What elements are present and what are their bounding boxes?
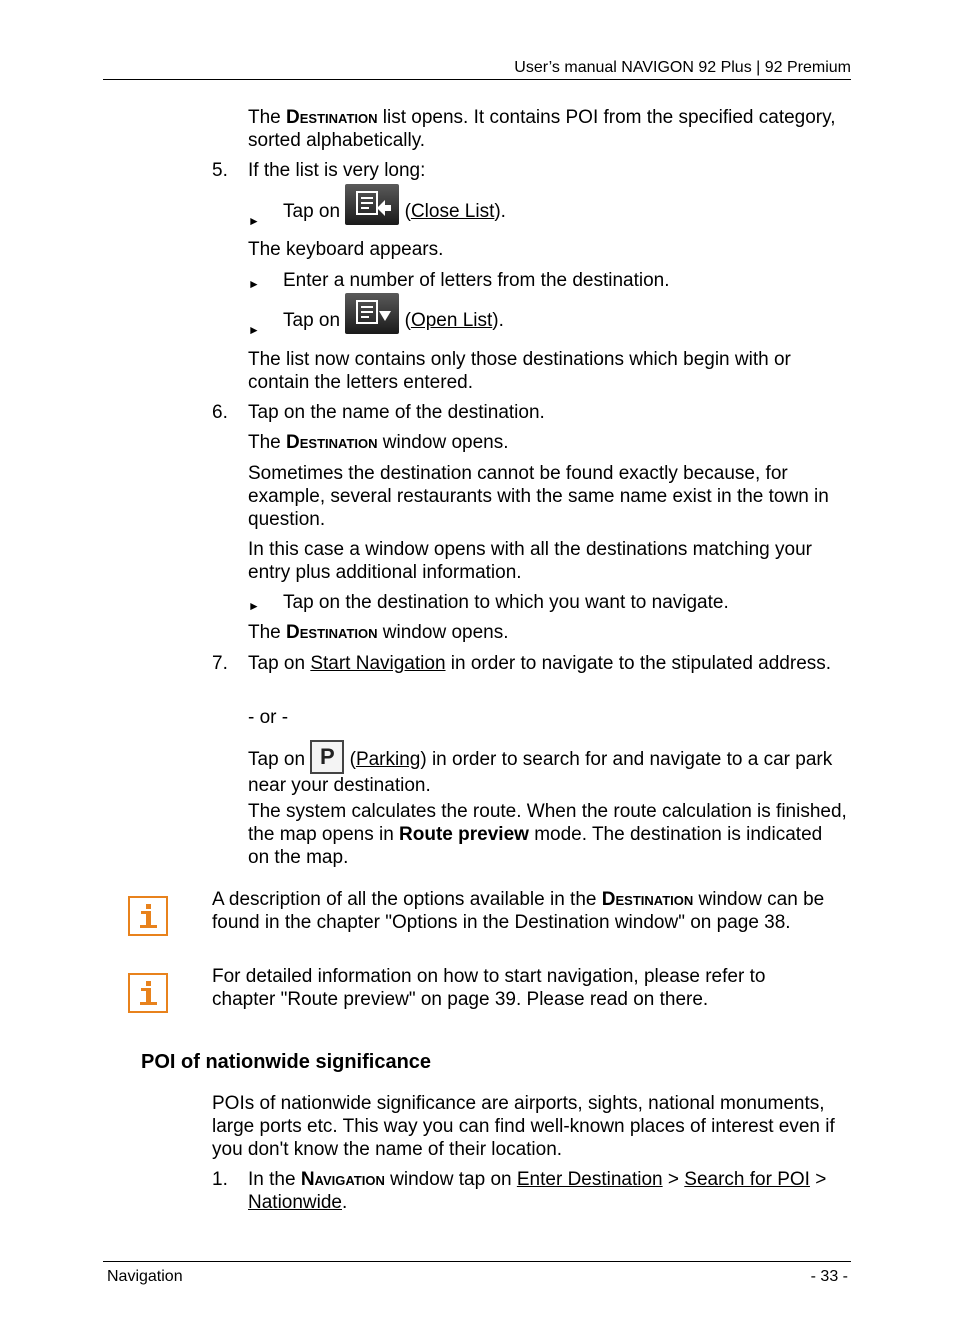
step-number-6: 6.	[212, 402, 228, 423]
sometimes-text: Sometimes the destination cannot be found exactly because, for example, several restaurants with the same name exist in the town in question.	[248, 463, 829, 530]
page-number: - 33 -	[810, 1268, 848, 1285]
close-list-link[interactable]: Close List	[410, 201, 495, 222]
triangle-bullet-icon: ►	[248, 599, 260, 613]
tap-destination-text: Tap on the destination to which you want to navigate.	[283, 592, 729, 613]
in-this-case-text: In this case a window opens with all the destinations matching your entry plus additional information.	[248, 539, 812, 583]
triangle-bullet-icon: ►	[248, 214, 260, 228]
route-calculation-text: The system calculates the route. When the route calculation is finished, the map opens in Route preview mode. The destination is indicated on the map.	[248, 801, 847, 868]
parking-link[interactable]: Parking	[355, 749, 421, 771]
step-5-text: If the list is very long:	[248, 160, 426, 181]
section-intro: POIs of nationwide significance are airports, sights, national monuments, large ports etc. This way you can find well-known places of interest even if you don't know the name of their location.	[212, 1093, 835, 1160]
section-step-number-1: 1.	[212, 1169, 228, 1190]
nationwide-link[interactable]: Nationwide	[248, 1192, 342, 1213]
running-header: User’s manual NAVIGON 92 Plus | 92 Premium	[514, 59, 851, 76]
enter-letters-text: Enter a number of letters from the destination.	[283, 270, 670, 291]
list-contains-text: The list now contains only those destinations which begin with or contain the letters entered.	[248, 349, 791, 393]
destination-window-opens-2: The Destination window opens.	[248, 622, 509, 643]
section-step-1-text: In the Navigation window tap on Enter Destination > Search for POI > Nationwide.	[248, 1169, 827, 1213]
info-icon	[128, 896, 168, 936]
step-number-7: 7.	[212, 653, 228, 674]
info-icon	[128, 973, 168, 1013]
instruction-open-list: Tap on (Open List).	[283, 300, 504, 341]
footer-section: Navigation	[107, 1268, 183, 1285]
open-list-link[interactable]: Open List	[410, 310, 493, 331]
step-6-text: Tap on the name of the destination.	[248, 402, 545, 423]
search-for-poi-link[interactable]: Search for POI	[684, 1169, 810, 1190]
header-rule	[103, 79, 851, 80]
open-list-icon[interactable]	[345, 293, 399, 334]
start-navigation-link[interactable]: Start Navigation	[310, 653, 446, 674]
paragraph-destination-list: The Destination list opens. It contains POI from the specified category, sorted alphabetically.	[248, 107, 836, 151]
info-note-2: For detailed information on how to start navigation, please refer to chapter "Route preview" on page 39. Please read on there.	[212, 966, 766, 1010]
footer-rule	[103, 1261, 851, 1262]
or-separator: - or -	[248, 707, 289, 728]
enter-destination-link[interactable]: Enter Destination	[516, 1169, 663, 1190]
section-heading: POI of nationwide significance	[141, 1051, 432, 1073]
step-number-5: 5.	[212, 160, 228, 181]
triangle-bullet-icon: ►	[248, 277, 260, 291]
instruction-close-list: Tap on (Close List).	[283, 191, 506, 232]
close-list-icon[interactable]	[345, 184, 399, 225]
destination-window-opens: The Destination window opens.	[248, 432, 509, 453]
parking-icon[interactable]: P	[310, 740, 344, 774]
triangle-bullet-icon: ►	[248, 323, 260, 337]
step-7-text: Tap on Start Navigation in order to navigate to the stipulated address.	[248, 653, 832, 674]
info-note-1: A description of all the options available in the Destination window can be found in the chapter "Options in the Destination window" on page 38.	[212, 889, 825, 933]
parking-instruction: Tap on P (Parking) in order to search for and navigate to a car park near your destination.	[248, 746, 848, 797]
keyboard-appears: The keyboard appears.	[248, 239, 444, 260]
